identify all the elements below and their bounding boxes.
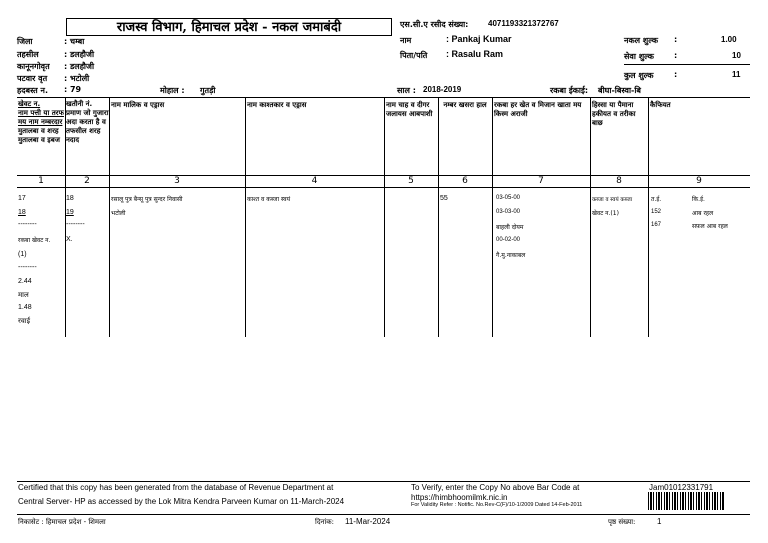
area-1: 03-05-00 [496, 195, 521, 201]
area-value-1: 2.44 [18, 278, 32, 285]
service-fee-label: सेवा शुल्क [624, 52, 654, 61]
colnum-6: 6 [462, 176, 468, 186]
total-fee-value: 11 [732, 70, 741, 79]
owner-village: भटोली [111, 210, 126, 217]
area-2: 03-03-00 [496, 209, 521, 215]
district-value: : चम्बा [64, 37, 85, 46]
unit-label: रकबा ईकाई: [550, 86, 589, 95]
remark-3b: सफ़ल आब रहल [692, 223, 728, 230]
khatauni-x: X. [66, 236, 73, 243]
copy-fee-label: नकल शुल्क [624, 36, 658, 45]
col-divider-3 [245, 97, 246, 337]
col-divider-4 [384, 97, 385, 337]
issuer: निकासेट : हिमाचल प्रदेश - शिमला [18, 518, 106, 526]
col-divider-8 [648, 97, 649, 337]
remark-1b: कि.ई. [692, 196, 705, 203]
col-divider-7 [590, 97, 591, 337]
header-col-9: कैफियत [650, 101, 671, 109]
share-1: कब्जा व स्वयं कब्जा [592, 197, 633, 203]
year-label: साल : [397, 86, 416, 95]
area-value-2: 1.48 [18, 304, 32, 311]
share-2: खेवट न.(1) [592, 210, 619, 217]
fee-divider [624, 64, 750, 65]
colnum-4: 4 [311, 176, 318, 186]
hadbast-label: हदबस्त न. [17, 86, 48, 95]
khewat-ref: (1) [18, 251, 27, 258]
colnum-7: 7 [538, 176, 544, 186]
tehsil-label: तहसील [17, 50, 39, 59]
header-col-4: नाम काश्तकार व एड्रास [247, 101, 307, 109]
separator-1: -------- [18, 221, 37, 228]
kanungo-label: कानूनगोवृत [17, 62, 50, 71]
mohal-value: गुतड़ी [200, 86, 216, 95]
header-col-1: खेवट न. नाम पत्ती या तरफ मय नाम नम्बरदार मुतालबा व शरह मुतालबा व इबज [18, 100, 64, 144]
hadbast-value: : 79 [64, 85, 82, 94]
rawai-label: रवाई [18, 317, 31, 325]
area-3: 00-02-00 [496, 237, 521, 243]
verify-line: To Verify, enter the Copy No above Bar Code at [411, 483, 580, 492]
area-khewat-label: रकबा खेवट न. [18, 237, 51, 244]
patwar-label: पटवार वृत [17, 74, 48, 83]
land-type-1: बाहली दोयम [496, 224, 524, 231]
patwar-value: : भटोली [64, 74, 90, 83]
colnum-5: 5 [408, 176, 414, 186]
remark-1a: त.ई. [651, 196, 662, 203]
validity-note: For Validity Refer : Notific. No.Rev-C(F)/10-1/2009 Dated 14-Feb-2011 [411, 502, 583, 508]
mohal-label: मोहाल : [160, 86, 185, 95]
khewat-no: 17 [18, 195, 26, 202]
separator-2: -------- [18, 264, 37, 271]
page-label: पृष्ठ संख्या: [608, 518, 636, 526]
revenue-label: माल [18, 291, 29, 299]
header-col-7: रकबा हर खेत व मिजान खाता मय किस्म अराजी [494, 101, 582, 118]
col-divider-2 [109, 97, 110, 337]
page-number: 1 [657, 517, 662, 526]
remark-3a: 167 [651, 222, 662, 228]
receipt-label: एस.सी.ए रसीद संख्या: [400, 20, 469, 29]
year-value: 2018-2019 [423, 85, 462, 94]
separator-3: -------- [66, 221, 85, 228]
header-col-5: नाम चाह व दीगर जलायस आबपाशी [386, 101, 433, 118]
total-fee-colon: : [674, 70, 678, 79]
tehsil-value: : डलहौजी [64, 50, 95, 59]
colnum-9: 9 [696, 176, 702, 186]
header-col-3: नाम मालिक व एड्रास [111, 101, 165, 109]
cultivator: काश्त व कब्जा स्वयं [247, 196, 291, 203]
name-label: नाम [400, 36, 412, 45]
unit-value: बीघा-बिस्वा-बि [598, 86, 641, 95]
khasra-no: 55 [440, 195, 448, 202]
copy-fee-colon: : [674, 35, 678, 44]
father-label: पिता/पति [400, 51, 428, 60]
date-label: दिनांक: [315, 518, 334, 526]
remark-2b: आब रहल [692, 210, 714, 217]
footer-top-line [17, 481, 750, 482]
header-col-8: हिस्सा या पैमाना हकीयत व तरीका बाछ [592, 101, 636, 127]
verify-url[interactable]: https://himbhoomilmk.nic.in [411, 493, 508, 502]
col-divider-5 [438, 97, 439, 337]
header-col-6: नम्बर खसरा हाल [443, 101, 487, 109]
kanungo-value: : डलहौजी [64, 62, 95, 71]
copy-fee-value: 1.00 [721, 35, 737, 44]
land-type-2: गै.मु.नाकाबल [496, 252, 526, 259]
page-title: राजस्व विभाग, हिमाचल प्रदेश - नकल जमाबंदी [116, 20, 342, 35]
colnum-8: 8 [616, 176, 622, 186]
service-fee-value: 10 [732, 51, 741, 60]
certified-line-2: Central Server- HP as accessed by the Lok Mitra Kendra Parveen Kumar on 11-March-2024 [18, 497, 345, 506]
father-value: : Rasalu Ram [446, 49, 504, 59]
certified-line-1: Certified that this copy has been generated from the database of Revenue Department at [18, 483, 334, 492]
khatauni-no-2: 19 [66, 209, 74, 216]
colnum-2: 2 [84, 176, 90, 186]
khatauni-no: 18 [66, 195, 74, 202]
receipt-number: 4071193321372767 [488, 19, 559, 28]
col-divider-6 [492, 97, 493, 337]
khewat-no-2: 18 [18, 209, 26, 216]
owner-name: रसालू पुत्र बैन्सू पुत्र सुन्दर निवासी [111, 196, 183, 203]
colnum-3: 3 [174, 176, 180, 186]
footer-bottom-line [17, 514, 750, 515]
title-box [66, 18, 392, 36]
district-label: जिला [17, 37, 33, 46]
header-col-2: खतौनी नं. प्रमाण जो गुजारा अदा करता है व तफसील शरह नदाद [66, 100, 109, 144]
remark-2a: 152 [651, 209, 662, 215]
name-value: : Pankaj Kumar [446, 34, 512, 44]
service-fee-colon: : [674, 51, 678, 60]
barcode-icon [648, 492, 724, 510]
total-fee-label: कुल शुल्क [624, 71, 654, 80]
colnum-1: 1 [38, 176, 44, 186]
date-value: 11-Mar-2024 [345, 517, 391, 526]
copy-number: Jam01012331791 [649, 483, 714, 492]
